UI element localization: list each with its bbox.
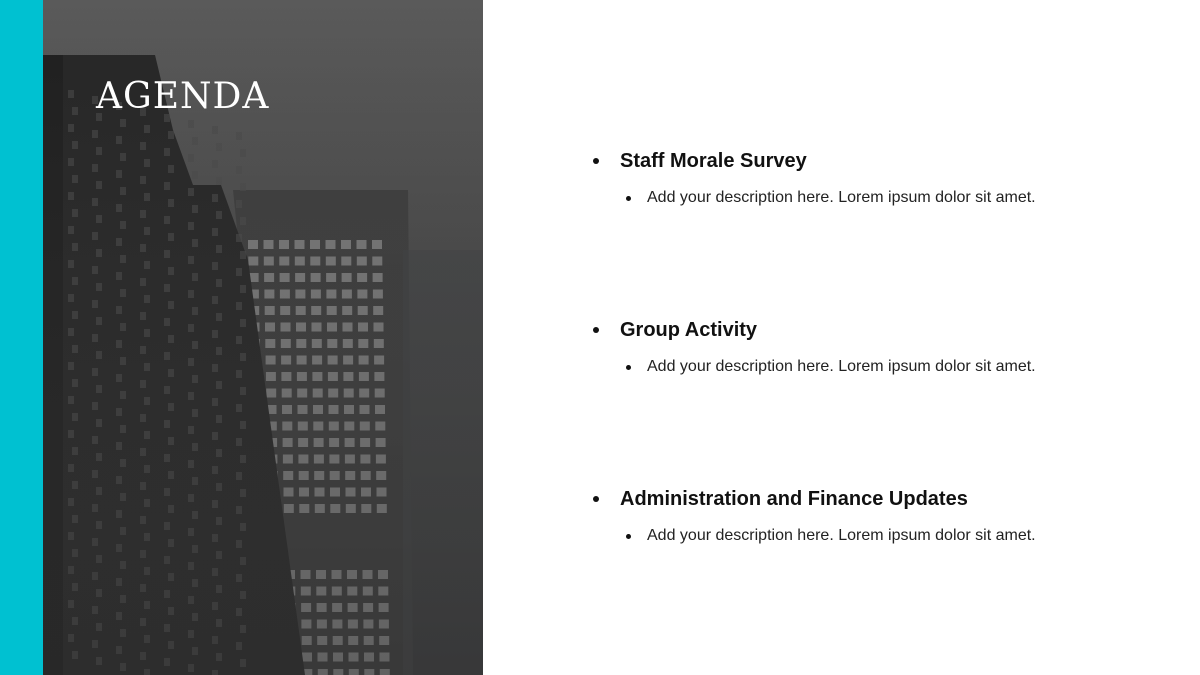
agenda-item-heading: Administration and Finance Updates — [620, 488, 968, 510]
accent-bar — [0, 0, 43, 675]
agenda-item-description: Add your description here. Lorem ipsum dolor sit amet. — [647, 189, 1036, 206]
agenda-item-heading: Staff Morale Survey — [620, 150, 807, 172]
bullet-icon — [593, 327, 599, 333]
bullet-icon — [593, 496, 599, 502]
bullet-icon — [626, 365, 631, 370]
slide-title: AGENDA — [96, 76, 270, 117]
background-photo — [43, 0, 483, 675]
bullet-icon — [626, 196, 631, 201]
agenda-item-heading: Group Activity — [620, 319, 758, 341]
bullet-icon — [626, 534, 631, 539]
agenda-item-description: Add your description here. Lorem ipsum dolor sit amet. — [647, 527, 1036, 544]
agenda-item-description: Add your description here. Lorem ipsum dolor sit amet. — [647, 358, 1036, 375]
bullet-icon — [593, 158, 599, 164]
